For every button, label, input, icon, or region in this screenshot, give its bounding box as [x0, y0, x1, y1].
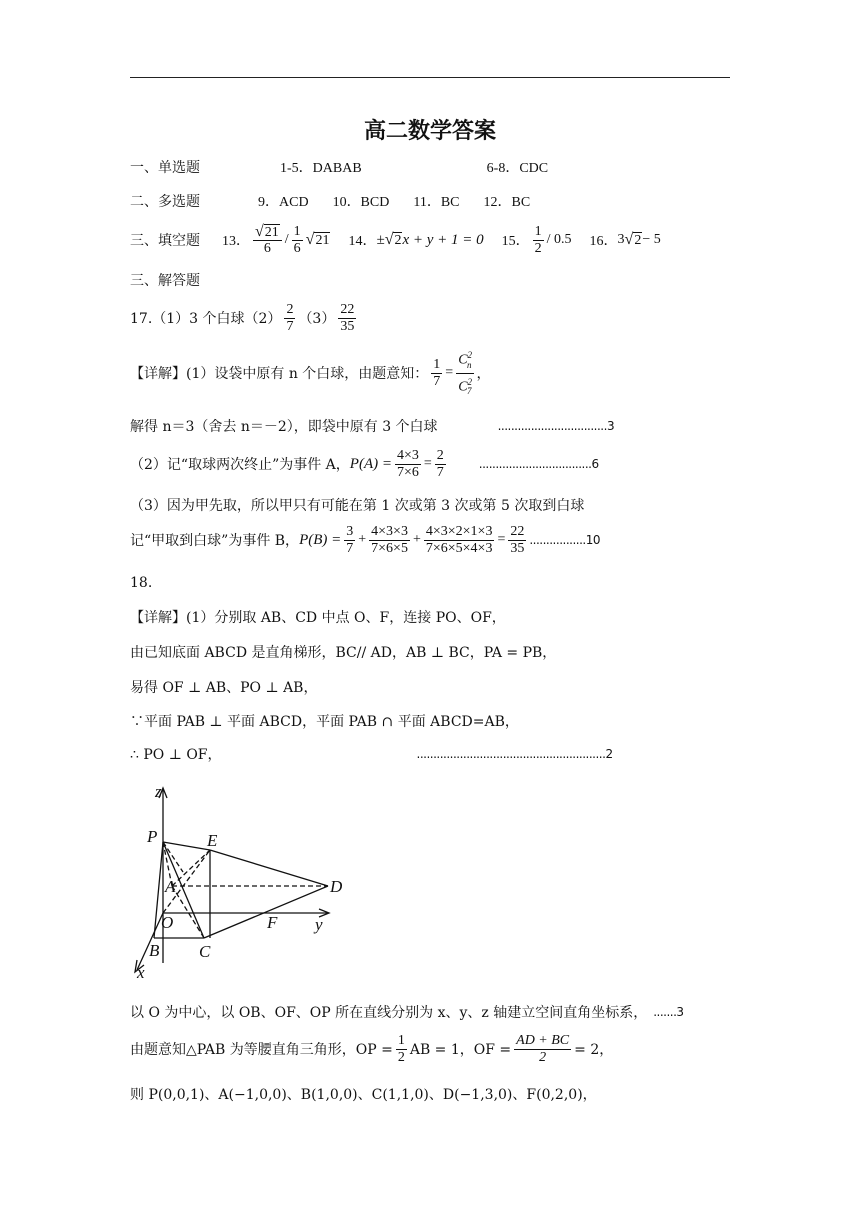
- score-dots: .................10: [529, 533, 600, 547]
- p17-line-4: （3）因为甲先取，所以甲只有可能在第 1 次或第 3 次或第 5 次取到白球: [130, 498, 585, 514]
- p18-head: 18.: [130, 575, 153, 591]
- question-number: 15．: [501, 234, 530, 249]
- pyramid-figure: [125, 780, 360, 980]
- fraction: $\frac{1}{7}$: [433, 356, 441, 389]
- question-number: 13．: [222, 234, 250, 249]
- fraction: $\frac{AD + BC}{2}$: [516, 1032, 570, 1065]
- text: = 2，: [574, 1042, 614, 1058]
- p18-line-3: 易得 OF ⊥ AB、PO ⊥ AB，: [130, 680, 318, 696]
- fraction: $\frac{4\times 3}{7\times 6}$: [396, 447, 419, 480]
- score-dots: .........................................................2: [416, 747, 613, 761]
- answer: 9．ACD: [258, 195, 309, 210]
- label-z: z: [155, 782, 162, 801]
- equals: =: [445, 365, 454, 380]
- label-F: F: [267, 913, 278, 932]
- label-O: O: [161, 913, 174, 932]
- section-label: 三、填空题: [130, 233, 200, 249]
- fraction: $\frac{2}{7}$: [286, 301, 294, 334]
- label-P: P: [147, 827, 158, 846]
- question-number: 16．: [589, 234, 618, 249]
- edge-ED: [210, 850, 328, 886]
- label-y: y: [315, 915, 323, 934]
- header-rule: [130, 77, 730, 78]
- fraction: $\frac{3}{7}$: [346, 523, 354, 556]
- fraction: $\frac{4\times 3\times 3}{7\times 6\times 5}$: [371, 523, 408, 556]
- edge-AC: [172, 886, 204, 938]
- label-A: A: [165, 877, 176, 896]
- fraction: $\frac{1}{2}$: [397, 1032, 405, 1065]
- score-dots: ..................................6: [478, 457, 599, 471]
- equals: =: [423, 456, 432, 471]
- label-B: B: [149, 941, 160, 960]
- p18-line-8: 则 P(0,0,1)、A(−1,0,0)、B(1,0,0)、C(1,1,0)、D(−1,3,0)、F(0,2,0)，: [130, 1087, 597, 1103]
- p18-line-2: 由已知底面 ABCD 是直角梯形，BC// AD，AB ⊥ BC，PA = PB，: [130, 645, 557, 661]
- text: 记“甲取到白球”为事件 B，: [130, 533, 300, 549]
- text: （3）: [298, 311, 336, 327]
- label-D: D: [330, 877, 343, 896]
- label-E: E: [207, 831, 218, 850]
- single-choice-row: [130, 157, 548, 177]
- answer: 11．BC: [413, 195, 460, 210]
- section-label: 一、单选题: [130, 160, 200, 176]
- radical: √ 21: [305, 231, 330, 248]
- plus: +: [412, 532, 421, 547]
- fraction: $\frac{2}{7}$: [436, 447, 444, 480]
- text: 【详解】(1）设袋中原有 n 个白球，由题意知：: [130, 366, 429, 382]
- edge-PM: [163, 842, 183, 872]
- answer: 6-8．CDC: [486, 161, 549, 176]
- edge-PE: [163, 842, 210, 850]
- answer: 12．BC: [483, 195, 531, 210]
- edge-AE: [172, 850, 210, 886]
- text: （2）记“取球两次终止”为事件 A，: [130, 457, 350, 473]
- score-dots: .......3: [653, 1005, 684, 1019]
- expr: x + y + 1 = 0: [402, 231, 484, 248]
- text: 由题意知△PAB 为等腰直角三角形，OP =: [130, 1042, 393, 1058]
- fraction: √ 21 6: [253, 224, 282, 257]
- edge-CD: [204, 886, 328, 938]
- p17-line-1: [130, 350, 491, 396]
- label-C: C: [199, 942, 211, 961]
- fraction: $\frac{1}{6}$: [293, 223, 301, 256]
- score-dots: .................................3: [497, 419, 615, 433]
- label-x: x: [137, 963, 145, 980]
- expr: P(B) =: [299, 531, 342, 548]
- section-label: 二、多选题: [130, 194, 200, 210]
- expr: / 0.5: [546, 232, 572, 247]
- multi-choice-row: [130, 191, 530, 211]
- radical: √ 2: [384, 231, 402, 248]
- text: 以 O 为中心，以 OB、OF、OP 所在直线分别为 x、y、z 轴建立空间直角坐标系，: [130, 1005, 648, 1021]
- fill-blank-row: [130, 222, 661, 258]
- text: AB = 1，OF =: [409, 1042, 512, 1058]
- equals: =: [497, 532, 506, 547]
- plus: +: [358, 532, 367, 547]
- p18-line-1: 【详解】(1）分别取 AB、CD 中点 O、F，连接 PO、OF，: [130, 610, 506, 626]
- page-title: 高二数学答案: [363, 119, 496, 144]
- expr: ±: [376, 231, 385, 248]
- text: 解得 n＝3（舍去 n＝－2），即袋中原有 3 个白球: [130, 419, 438, 435]
- text: 17.（1）3 个白球（2）: [130, 311, 282, 327]
- radical: √ 2: [624, 231, 642, 248]
- fraction: $\frac{22}{35}$: [340, 301, 355, 334]
- text: ，: [476, 366, 491, 382]
- fraction: $\frac{1}{2}$: [534, 223, 542, 256]
- p17-line-5: [130, 521, 600, 559]
- answer: 10．BCD: [332, 195, 390, 210]
- p18-line-7: [130, 1030, 613, 1068]
- p18-line-6: [130, 1002, 684, 1022]
- section-label: 三、解答题: [130, 273, 200, 289]
- p17-line-2: [130, 416, 614, 436]
- p17-line-3: [130, 446, 599, 482]
- expr: P(A) =: [349, 455, 392, 472]
- question-number: 14．: [348, 234, 377, 249]
- fraction: $\frac{C^2_n}{C^2_7}$: [456, 347, 473, 399]
- p17-answer: [130, 300, 359, 336]
- p18-line-4: ∵平面 PAB ⊥ 平面 ABCD，平面 PAB ∩ 平面 ABCD=AB，: [130, 714, 519, 730]
- answer: 1-5．DABAB: [280, 161, 362, 176]
- text: ∴ PO ⊥ OF，: [130, 747, 222, 763]
- expr: 3: [617, 232, 625, 247]
- expr: − 5: [642, 232, 661, 247]
- fraction: $\frac{22}{35}$: [510, 523, 525, 556]
- slash: /: [284, 232, 289, 247]
- p18-line-5: [130, 744, 613, 764]
- fraction: $\frac{4\times 3\times 2\times 1\times 3}{7\times 6\times 5\times 4\times 3}$: [425, 523, 493, 556]
